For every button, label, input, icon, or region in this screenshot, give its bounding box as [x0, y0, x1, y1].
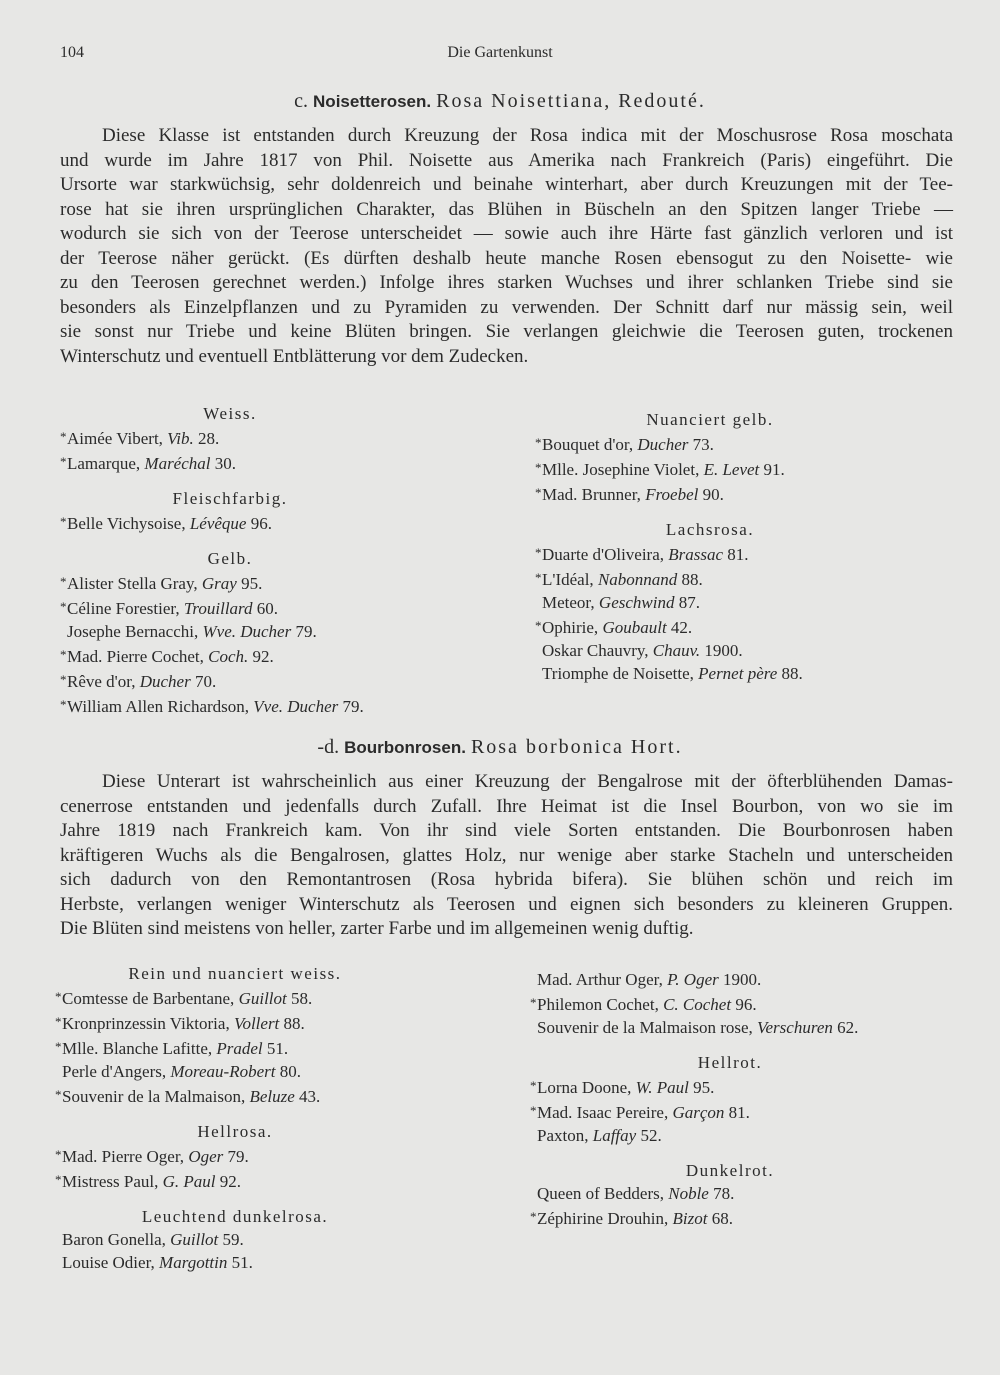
rose-name: Mlle. Josephine Violet,: [542, 460, 704, 479]
group-spacer: [60, 475, 400, 487]
category-heading: Dunkelrot.: [685, 1161, 775, 1180]
paragraph-line: zu den Teerosen gerechnet werden.) Infolge ihres starken Wuchses und ihrer schlanken Triebe sind sie: [60, 272, 953, 293]
group-spacer: [535, 506, 885, 518]
section-c-left-column: [60, 402, 400, 718]
rose-entry: [55, 1143, 415, 1168]
rose-entry: [60, 425, 400, 450]
section-d-label: Bourbonrosen.: [344, 738, 466, 757]
page-header: [60, 44, 940, 68]
breeder-name: Vib.: [167, 429, 194, 448]
rose-entry: [530, 1124, 930, 1147]
rose-name: Alister Stella Gray,: [67, 574, 202, 593]
breeder-name: Vollert: [233, 1014, 280, 1033]
introduction-year: 79.: [338, 697, 364, 716]
group-spacer: [530, 1039, 930, 1051]
rose-name: Aimée Vibert,: [67, 429, 168, 448]
section-c-marker: c.: [294, 90, 309, 112]
rose-name: Belle Vichysoise,: [67, 514, 190, 533]
introduction-year: 43.: [294, 1087, 321, 1106]
breeder-name: Froebel: [645, 485, 699, 504]
breeder-name: Gray: [201, 574, 237, 593]
asterisk-mark: *: [535, 545, 542, 560]
breeder-name: Noble: [668, 1184, 709, 1203]
introduction-year: 88.: [279, 1014, 305, 1033]
rose-name: Ophirie,: [542, 618, 603, 637]
introduction-year: 59.: [218, 1230, 244, 1249]
breeder-name: Trouillard: [183, 599, 253, 618]
rose-entry: [535, 481, 885, 506]
group-spacer: [55, 1193, 415, 1205]
rose-name: Meteor,: [542, 593, 599, 612]
rose-entry: [535, 541, 885, 566]
rose-name: Mad. Pierre Oger,: [62, 1147, 189, 1166]
rose-entry: [535, 456, 885, 481]
breeder-name: Laffay: [592, 1126, 637, 1145]
rose-entry: [55, 1228, 415, 1251]
rose-name: Comtesse de Barbentane,: [62, 989, 239, 1008]
breeder-name: Geschwind: [598, 593, 675, 612]
introduction-year: 51.: [227, 1253, 253, 1272]
breeder-name: Verschuren: [757, 1018, 833, 1037]
rose-name: Zéphirine Drouhin,: [537, 1209, 673, 1228]
section-d-latin: Rosa borbonica Hort.: [470, 736, 683, 758]
paragraph-line: sie sonst nur Triebe und keine Blüten bringen. Sie verlangen gleichwie die Teerosen guten, trockenen: [60, 321, 953, 342]
breeder-name: Wve. Ducher: [202, 622, 292, 641]
rose-entry: [60, 570, 400, 595]
rose-name: Souvenir de la Malmaison rose,: [537, 1018, 758, 1037]
paragraph-line: Die Blüten sind meistens von heller, zarter Farbe und im allgemeinen wenig duftig.: [60, 918, 694, 939]
rose-entry: [60, 450, 400, 475]
rose-name: Triomphe de Noisette,: [542, 664, 699, 683]
rose-name: Mlle. Blanche Lafitte,: [62, 1039, 217, 1058]
rose-name: Céline Forestier,: [67, 599, 184, 618]
introduction-year: 91.: [759, 460, 785, 479]
introduction-year: 58.: [286, 989, 313, 1008]
breeder-name: C. Cochet: [663, 995, 732, 1014]
rose-entry: [55, 985, 415, 1010]
introduction-year: 88.: [677, 570, 703, 589]
asterisk-mark: *: [530, 995, 537, 1010]
introduction-year: 30.: [210, 454, 236, 473]
paragraph-line: Winterschutz und eventuell Entblätterung vor dem Zudecken.: [60, 345, 529, 367]
breeder-name: Goubault: [602, 618, 667, 637]
rose-name: Mistress Paul,: [62, 1172, 163, 1191]
rose-entry: [60, 595, 400, 620]
paragraph-line: rose hat sie ihren ursprünglichen Charakter, das Blühen in Büscheln an den Spitzen langer Triebe —: [60, 198, 953, 220]
introduction-year: 92.: [248, 647, 274, 666]
category-heading: Gelb.: [207, 549, 253, 568]
breeder-name: Garçon: [672, 1103, 725, 1122]
category-heading: Nuanciert gelb.: [646, 410, 774, 429]
paragraph-line: wodurch sie sich von der Teerose unterscheidet — sowie auch ihre Härte fast gänzlich verloren und ist: [60, 223, 953, 244]
asterisk-mark: *: [530, 1103, 537, 1118]
category-heading: Lachsrosa.: [665, 520, 755, 539]
category-heading: Weiss.: [203, 404, 257, 423]
rose-entry: [530, 991, 930, 1016]
rose-entry: [530, 1205, 930, 1230]
asterisk-mark: *: [60, 599, 67, 614]
paragraph-line: Diese Unterart ist wahrscheinlich aus einer Kreuzung der Bengalrose mit der öfterblühenden Damas-: [102, 771, 953, 792]
introduction-year: 42.: [666, 618, 693, 637]
asterisk-mark: *: [60, 697, 67, 712]
breeder-name: Oger: [188, 1147, 224, 1166]
rose-name: Mad. Isaac Pereire,: [537, 1103, 673, 1122]
rose-entry: [535, 639, 885, 662]
running-title: Die Gartenkunst: [447, 44, 553, 61]
rose-name: Mad. Pierre Cochet,: [67, 647, 209, 666]
group-spacer: [55, 1108, 415, 1120]
introduction-year: 28.: [193, 429, 220, 448]
rose-entry: [530, 1016, 930, 1039]
rose-name: Duarte d'Oliveira,: [542, 545, 669, 564]
rose-name: Lamarque,: [67, 454, 145, 473]
breeder-name: W. Paul: [635, 1078, 689, 1097]
page-number: 104: [60, 44, 84, 61]
asterisk-mark: *: [535, 570, 542, 585]
asterisk-mark: *: [60, 514, 67, 529]
introduction-year: 95.: [688, 1078, 715, 1097]
asterisk-mark: *: [55, 1014, 62, 1029]
rose-entry: [535, 591, 885, 614]
asterisk-mark: *: [535, 618, 542, 633]
section-c-latin: Rosa Noisettiana, Redouté.: [436, 90, 706, 112]
introduction-year: 80.: [275, 1062, 301, 1081]
rose-entry: [60, 693, 400, 718]
rose-name: L'Idéal,: [542, 570, 598, 589]
section-d-marker: -d.: [317, 736, 340, 758]
breeder-name: G. Paul: [162, 1172, 216, 1191]
breeder-name: P. Oger: [667, 970, 719, 989]
rose-entry: [55, 1083, 415, 1108]
breeder-name: Brassac: [668, 545, 724, 564]
category-heading: Fleischfarbig.: [172, 489, 288, 508]
paragraph-line: Diese Klasse ist entstanden durch Kreuzung der Rosa indica mit der Moschusrose Rosa moschata: [102, 125, 953, 146]
introduction-year: 88.: [777, 664, 803, 683]
rose-name: Philemon Cochet,: [537, 995, 664, 1014]
category-heading: Leuchtend dunkelrosa.: [141, 1207, 329, 1226]
rose-entry: [55, 1010, 415, 1035]
rose-name: Oskar Chauvry,: [542, 641, 653, 660]
paragraph-line: cenerrose entstanden und jedenfalls durch Zufall. Ihre Heimat ist die Insel Bourbon, von wo sie im: [60, 795, 953, 817]
section-d-paragraph: [60, 770, 953, 942]
asterisk-mark: *: [535, 460, 542, 475]
rose-entry: [60, 668, 400, 693]
asterisk-mark: *: [60, 574, 67, 589]
category-heading: Hellrot.: [697, 1053, 763, 1072]
rose-entry: [55, 1251, 415, 1274]
introduction-year: 92.: [215, 1172, 241, 1191]
section-c-label: Noisetterosen.: [313, 92, 432, 111]
introduction-year: 90.: [698, 485, 724, 504]
breeder-name: Vve. Ducher: [253, 697, 339, 716]
introduction-year: 1900.: [718, 970, 762, 989]
rose-entry: [530, 1074, 930, 1099]
asterisk-mark: *: [60, 647, 67, 662]
paragraph-line: Ursorte war starkwüchsig, sehr doldenreich und beinahe winterhart, aber durch Kreuzungen mit der Tee-: [60, 174, 953, 195]
paragraph-line: besonders als Einzelpflanzen und zu Pyramiden zu verwenden. Der Schnitt darf nur mässig sein, weil: [60, 296, 953, 318]
breeder-name: Beluze: [249, 1087, 295, 1106]
rose-entry: [535, 566, 885, 591]
breeder-name: E. Levet: [703, 460, 760, 479]
introduction-year: 79.: [291, 622, 317, 641]
breeder-name: Nabonnand: [597, 570, 678, 589]
breeder-name: Pradel: [216, 1039, 263, 1058]
section-c-paragraph: [60, 124, 953, 369]
rose-name: Paxton,: [537, 1126, 593, 1145]
asterisk-mark: *: [55, 1039, 62, 1054]
introduction-year: 51.: [262, 1039, 289, 1058]
asterisk-mark: *: [60, 454, 67, 469]
breeder-name: Chauv.: [652, 641, 701, 660]
rose-name: Josephe Bernacchi,: [67, 622, 203, 641]
section-d-title: [0, 736, 1000, 759]
rose-name: Perle d'Angers,: [62, 1062, 171, 1081]
introduction-year: 96.: [731, 995, 757, 1014]
rose-entry: [60, 510, 400, 535]
group-spacer: [60, 535, 400, 547]
section-c-title: [0, 90, 1000, 113]
breeder-name: Pernet père: [698, 664, 778, 683]
section-d-left-column: [55, 962, 415, 1274]
rose-entry: [55, 1035, 415, 1060]
breeder-name: Coch.: [208, 647, 249, 666]
rose-name: Bouquet d'or,: [542, 435, 638, 454]
asterisk-mark: *: [535, 435, 542, 450]
section-c-right-column: [535, 408, 885, 685]
asterisk-mark: *: [55, 1172, 62, 1187]
breeder-name: Maréchal: [144, 454, 211, 473]
category-heading: Rein und nuanciert weiss.: [128, 964, 342, 983]
rose-name: Mad. Arthur Oger,: [537, 970, 668, 989]
rose-name: Baron Gonella,: [62, 1230, 171, 1249]
introduction-year: 96.: [246, 514, 272, 533]
rose-entry: [535, 431, 885, 456]
introduction-year: 95.: [236, 574, 263, 593]
rose-name: Lorna Doone,: [537, 1078, 636, 1097]
introduction-year: 52.: [636, 1126, 662, 1145]
introduction-year: 68.: [707, 1209, 733, 1228]
rose-name: Queen of Bedders,: [537, 1184, 669, 1203]
rose-name: William Allen Richardson,: [67, 697, 254, 716]
introduction-year: 1900.: [700, 641, 743, 660]
rose-name: Kronprinzessin Viktoria,: [62, 1014, 234, 1033]
asterisk-mark: *: [55, 989, 62, 1004]
introduction-year: 87.: [674, 593, 700, 612]
asterisk-mark: *: [535, 485, 542, 500]
rose-entry: [530, 1182, 930, 1205]
asterisk-mark: *: [55, 1087, 62, 1102]
asterisk-mark: *: [530, 1078, 537, 1093]
introduction-year: 79.: [223, 1147, 249, 1166]
introduction-year: 81.: [723, 545, 749, 564]
asterisk-mark: *: [530, 1209, 537, 1224]
paragraph-line: Jahre 1819 nach Frankreich kam. Von ihr sind viele Sorten entstanden. Die Bourbonrosen haben: [60, 820, 953, 841]
breeder-name: Ducher: [637, 435, 689, 454]
category-heading: Hellrosa.: [197, 1122, 273, 1141]
paragraph-line: und wurde im Jahre 1817 von Phil. Noisette aus Amerika nach Frankreich (Paris) eingeführt. Die: [60, 149, 953, 171]
section-d-right-column: [530, 968, 930, 1230]
introduction-year: 60.: [252, 599, 279, 618]
introduction-year: 70.: [190, 672, 217, 691]
rose-entry: [60, 620, 400, 643]
rose-name: Souvenir de la Malmaison,: [62, 1087, 250, 1106]
rose-entry: [535, 614, 885, 639]
rose-entry: [55, 1060, 415, 1083]
asterisk-mark: *: [60, 672, 67, 687]
rose-entry: [55, 1168, 415, 1193]
breeder-name: Lévêque: [189, 514, 247, 533]
asterisk-mark: *: [55, 1147, 62, 1162]
rose-name: Rêve d'or,: [67, 672, 140, 691]
breeder-name: Margottin: [159, 1253, 228, 1272]
rose-entry: [530, 968, 930, 991]
paragraph-line: Herbste, verlangen weniger Winterschutz als Teerosen und eignen sich besonders zu kleineren Gruppen.: [60, 893, 953, 915]
rose-name: Louise Odier,: [62, 1253, 160, 1272]
rose-entry: [530, 1099, 930, 1124]
introduction-year: 73.: [688, 435, 714, 454]
breeder-name: Bizot: [672, 1209, 708, 1228]
rose-entry: [535, 662, 885, 685]
breeder-name: Ducher: [139, 672, 191, 691]
introduction-year: 62.: [832, 1018, 859, 1037]
breeder-name: Moreau-Robert: [170, 1062, 276, 1081]
introduction-year: 81.: [724, 1103, 750, 1122]
rose-name: Mad. Brunner,: [542, 485, 646, 504]
paragraph-line: kräftigeren Wuchs als die Bengalrosen, glattes Holz, nur wenige aber starke Stacheln und unterscheiden: [60, 844, 953, 866]
introduction-year: 78.: [708, 1184, 735, 1203]
group-spacer: [530, 1147, 930, 1159]
breeder-name: Guillot: [170, 1230, 219, 1249]
paragraph-line: sich dadurch von den Remontantrosen (Rosa hybrida bifera). Sie blühen schön und reich im: [60, 869, 953, 890]
asterisk-mark: *: [60, 429, 67, 444]
paragraph-line: der Teerose näher gerückt. (Es dürften deshalb heute manche Rosen ebensogut zu den Noisette- wie: [60, 247, 953, 269]
rose-entry: [60, 643, 400, 668]
breeder-name: Guillot: [238, 989, 287, 1008]
